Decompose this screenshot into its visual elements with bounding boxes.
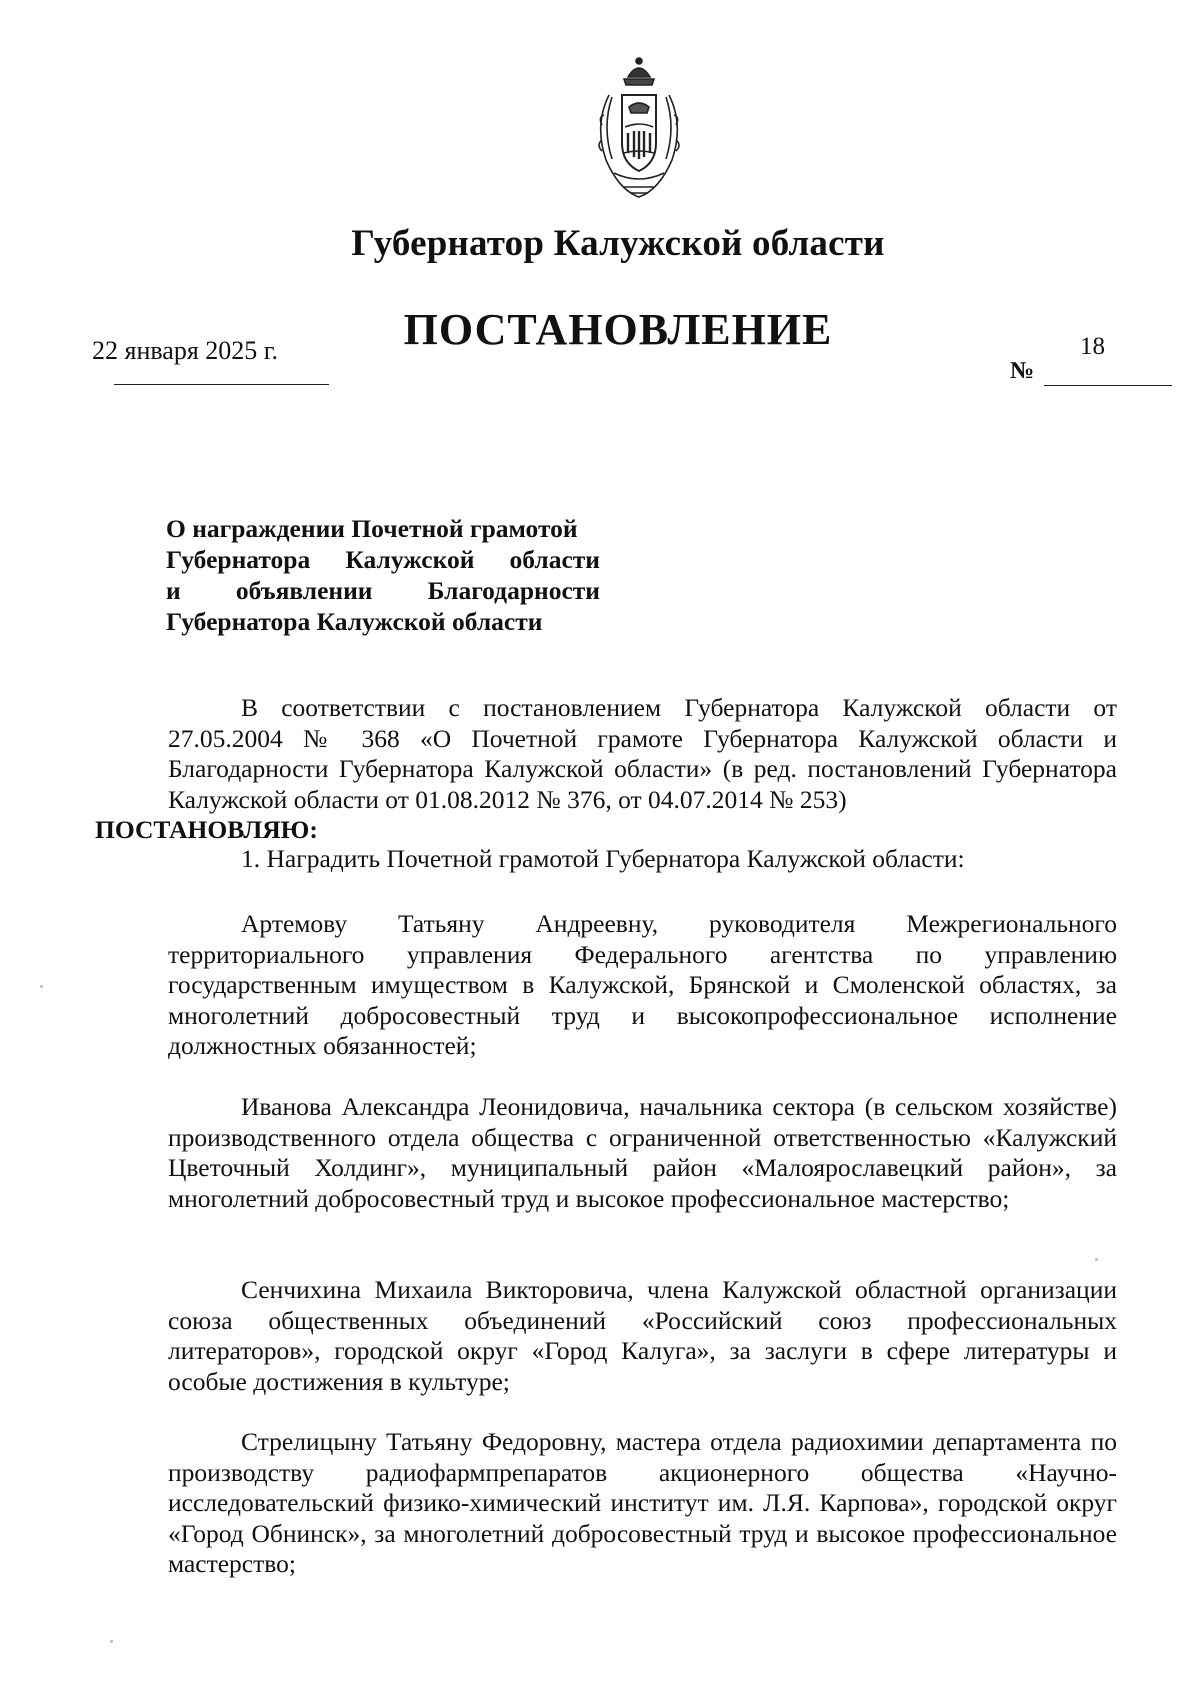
subject-line: Губернатора Калужской области [166,607,543,636]
scan-speck [1095,1258,1098,1261]
issuing-authority: Губернатор Калужской области [351,223,885,264]
awardee-paragraph: Стрелицыну Татьяну Федоровну, мастера отдела радиохимии департамента по производству радиофармпрепаратов акционерного общества «Научно-исследовательский физико-химический институт им. Л.Я. Карпова», городской округ «Город Обнинск», за многолетний добросовестный труд и высокое профессиональное мастерство; [168,1427,1117,1578]
scan-speck [110,1640,113,1643]
date-underline [114,384,329,385]
subject-line: Губернатора Калужской области [166,545,600,574]
document-subject [166,513,600,637]
preamble-text: В соответствии с постановлением Губернатора Калужской области от 27.05.2004 № 368 «О Почетной грамоте Губернатора Калужской области и Благодарности Губернатора Калужской области» (в ред. постановлений Губернатора Калужской области от 01.08.2012 № 376, от 04.07.2014 № 253) [168,693,1117,814]
number-label: № [1010,358,1035,384]
document-number: 18 [1080,333,1105,360]
awardee-paragraph: Сенчихина Михаила Викторовича, члена Калужской областной организации союза общественных объединений «Российский союз профессиональных литераторов», городской округ «Город Калуга», за заслуги в сфере литературы и особые достижения в культуре; [168,1275,1117,1396]
preamble-paragraph [95,693,1117,846]
number-underline [1044,385,1172,386]
decree-item-1: 1. Наградить Почетной грамотой Губернатора Калужской области: [241,844,965,873]
subject-line: и объявлении Благодарности [166,576,600,605]
awardee-paragraph: Иванова Александра Леонидовича, начальника сектора (в сельском хозяйстве) производственного отдела общества с ограниченной ответственностью «Калужский Цветочный Холдинг», муниципальный район «Малоярославецкий район», за многолетний добросовестный труд и высокое профессиональное мастерство; [168,1092,1117,1213]
decree-word: ПОСТАНОВЛЯЮ: [95,815,318,844]
subject-line: О награждении Почетной грамотой [166,514,578,543]
awardee-paragraph: Артемову Татьяну Андреевну, руководителя Межрегионального территориального управления Федерального агентства по управлению государственным имуществом в Калужской, Брянской и Смоленской областях, за многолетний добросовестный труд и высокопрофессиональное исполнение должностных обязанностей; [168,909,1117,1060]
document-date: 22 января 2025 г. [92,336,279,365]
coat-of-arms-emblem [584,55,694,207]
document-type-title: ПОСТАНОВЛЕНИЕ [403,305,833,354]
scan-speck [40,985,43,988]
